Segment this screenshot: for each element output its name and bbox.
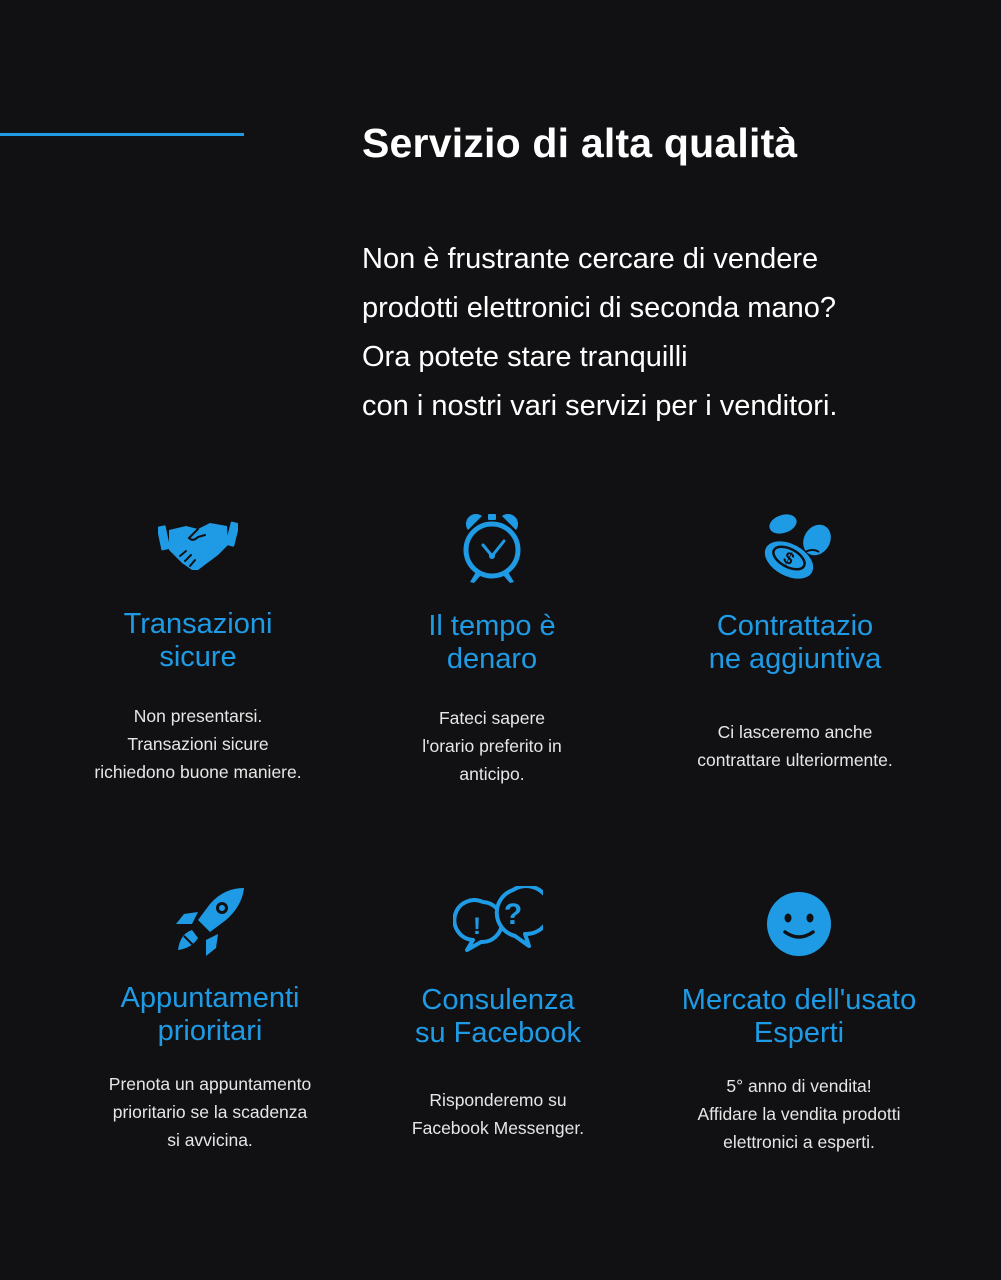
feature-description: 5° anno di vendita! Affidare la vendita prodotti elettronici a esperti. [697,1076,901,1152]
feature-extra-negotiation [645,512,945,774]
svg-text:?: ? [503,898,523,931]
feature-title: Transazioni sicure [123,608,273,673]
feature-priority-appointments [60,886,360,1154]
intro-line: Ora potete stare tranquilli [362,341,688,373]
handshake-icon [158,512,238,584]
accent-line [0,133,244,136]
feature-description: Prenota un appuntamento prioritario se la scadenza si avvicina. [108,1074,312,1150]
feature-title: Consulenza su Facebook [414,984,582,1049]
feature-time-is-money [342,512,642,788]
page-title: Servizio di alta qualità [362,120,798,166]
feature-expert-used-market [649,886,949,1156]
chat-bubbles-icon [453,886,543,958]
feature-description: Risponderemo su Facebook Messenger. [411,1090,585,1138]
feature-description: Ci lasceremo anche contrattare ulteriormente. [697,722,893,770]
feature-title: Il tempo è denaro [428,610,556,675]
intro-paragraph [362,235,982,431]
feature-title: Contrattazio ne aggiuntiva [708,610,882,675]
feature-secure-transactions [48,512,348,786]
coins-icon [755,512,835,584]
alarm-clock-icon [452,512,532,584]
feature-description: Fateci sapere l'orario preferito in anticipo. [422,708,562,784]
feature-title: Appuntamenti prioritari [120,982,300,1047]
intro-line: con i nostri vari servizi per i venditori. [362,390,838,422]
feature-facebook-consulting [348,886,648,1142]
feature-description: Non presentarsi. Transazioni sicure richiedono buone maniere. [94,706,302,782]
smiley-icon [759,886,839,958]
intro-line: prodotti elettronici di seconda mano? [362,292,836,324]
intro-line: Non è frustrante cercare di vendere [362,243,819,275]
feature-title: Mercato dell'usato Esperti [681,984,917,1049]
svg-text:!: ! [473,913,481,940]
rocket-icon [170,886,250,958]
svg-text:$: $ [780,547,798,570]
